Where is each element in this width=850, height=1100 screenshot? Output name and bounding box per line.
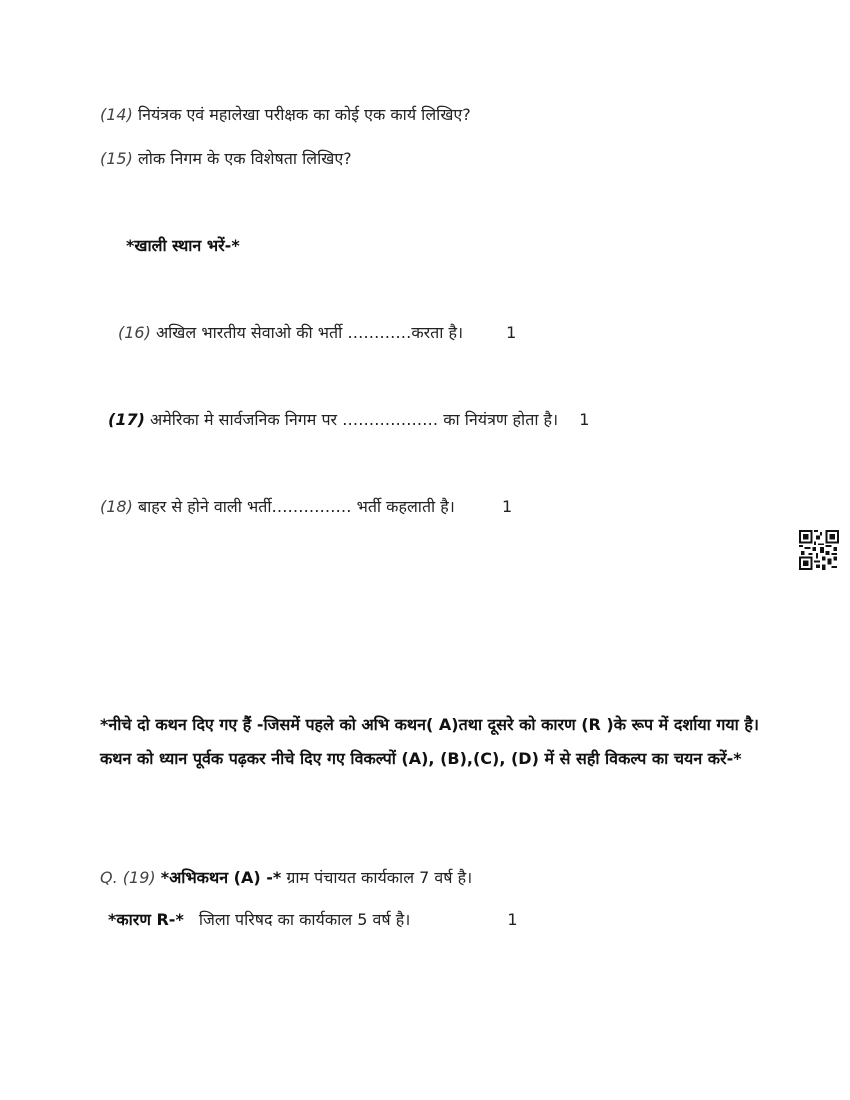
question-16 <box>118 322 516 344</box>
assertion-reason-instruction: *नीचे दो कथन दिए गए हैं -जिसमें पहले को अभि कथन( A)तथा दूसरे को कारण (R )के रूप में दर्शाया गया है। कथन को ध्यान पूर्वक पढ़कर नीचे दिए गए विकल्पों (A), (B),(C), (D) में से सही विकल्प का चयन करें-* <box>100 715 759 768</box>
marks-label: 1 <box>579 410 590 429</box>
question-19-reason <box>108 909 518 931</box>
question-14 <box>100 104 471 126</box>
reason-label: *कारण R-* <box>108 910 184 929</box>
marks-label: 1 <box>501 497 513 516</box>
reason-text: जिला परिषद का कार्यकाल 5 वर्ष है। <box>198 910 411 929</box>
assertion-label: *अभिकथन (A) -* <box>160 868 282 887</box>
assertion-text: ग्राम पंचायत कार्यकाल 7 वर्ष है। <box>286 868 473 887</box>
question-19-assertion <box>100 867 472 889</box>
question-text: लोक निगम के एक विशेषता लिखिए? <box>137 149 352 168</box>
question-number: (16) <box>118 323 151 342</box>
question-number: (15) <box>100 149 133 168</box>
section-heading-fill-blanks: *खाली स्थान भरें-* <box>126 236 240 255</box>
question-text: अमेरिका मे सार्वजनिक निगम पर ……………… का नियंत्रण होता है। <box>149 410 559 429</box>
question-text: अखिल भारतीय सेवाओ की भर्ती …………करता है। <box>155 323 464 342</box>
question-text: बाहर से होने वाली भर्ती…………… भर्ती कहलाती है। <box>137 497 455 516</box>
question-18 <box>100 496 512 518</box>
marks-label: 1 <box>507 910 518 929</box>
question-number: (14) <box>100 105 133 124</box>
question-number: (17) <box>108 410 145 429</box>
question-17 <box>108 409 589 431</box>
question-number: Q. (19) <box>100 868 156 887</box>
question-15 <box>100 148 352 170</box>
question-text: नियंत्रक एवं महालेखा परीक्षक का कोई एक कार्य लिखिए? <box>137 105 471 124</box>
marks-label: 1 <box>506 323 517 342</box>
question-number: (18) <box>100 497 133 516</box>
qr-code-icon <box>799 530 839 570</box>
